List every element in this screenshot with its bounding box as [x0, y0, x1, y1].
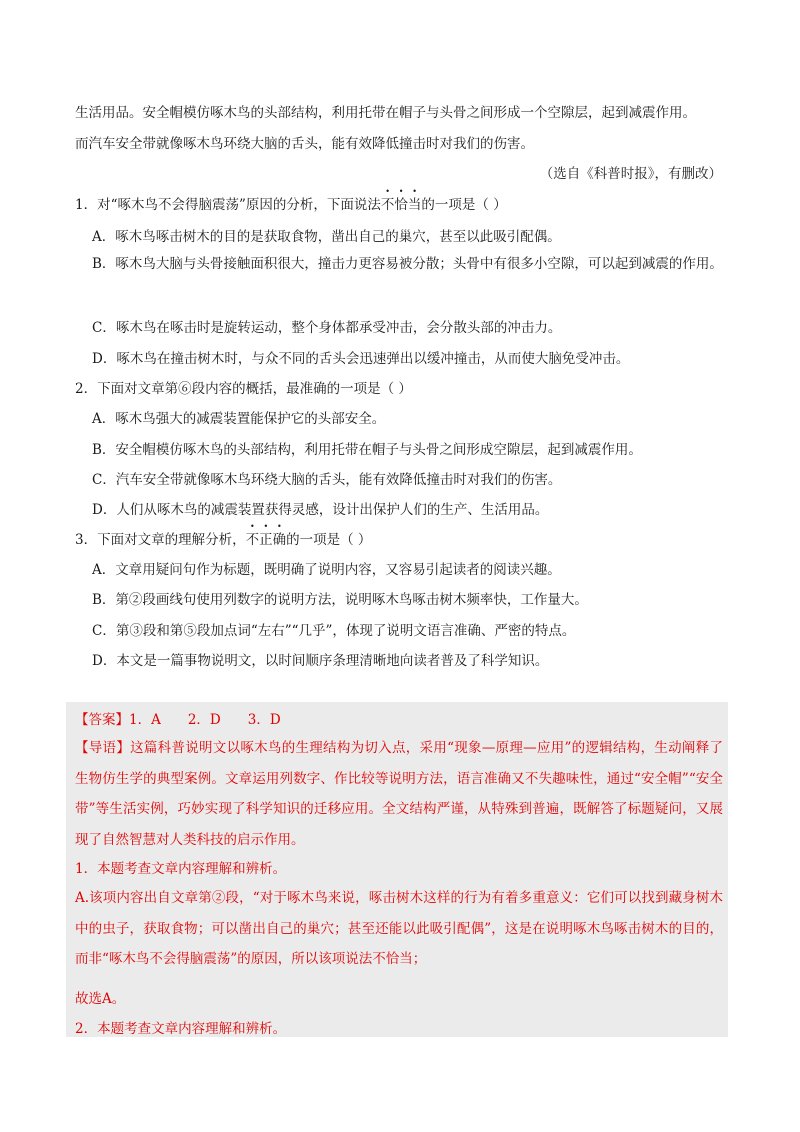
- answer-text: 1．A 2．D 3．D: [129, 712, 281, 728]
- passage-source: （选自《科普时报》，有删改）: [539, 166, 722, 182]
- emphasis-char: 不: [245, 532, 260, 548]
- question-2-option-a: A．啄木鸟强大的减震装置能保护它的头部安全。: [92, 411, 386, 427]
- question-1-option-b: B．啄木鸟大脑与头骨接触面积很大，撞击力更容易被分散；头骨中有很多小空隙，可以起到减震的作用。: [92, 256, 723, 272]
- question-1-stem: [75, 193, 507, 213]
- question-2-option-d: D．人们从啄木鸟的减震装置获得灵感，设计出保护人们的生产、生活用品。: [92, 502, 549, 518]
- guide-paragraph: [75, 733, 723, 855]
- question-2-option-c: C．汽车安全带就像啄木鸟环绕大脑的舌头，能有效降低撞击时对我们的伤害。: [92, 472, 562, 488]
- emphasis-char: 确: [272, 532, 287, 548]
- question-1-option-c: C．啄木鸟在啄击时是旋转运动，整个身体都承受冲击，会分散头部的冲击力。: [92, 320, 562, 336]
- guide-label: 【导语】: [75, 740, 131, 756]
- passage-line-2: 而汽车安全带就像啄木鸟环绕大脑的舌头，能有效降低撞击时对我们的伤害。: [75, 136, 534, 152]
- question-2-stem: 2．下面对文章第⑥段内容的概括，最准确的一项是（ ）: [75, 381, 412, 397]
- emphasis-char: 恰: [394, 197, 408, 213]
- question-3-stem-pre: 3．下面对文章的理解分析，: [75, 532, 246, 548]
- question-3-option-c: C．第③段和第⑤段加点词“左右”“几乎”，体现了说明文语言准确、严密的特点。: [92, 623, 576, 639]
- question-1-option-a: A．啄木鸟啄击树木的目的是获取食物，凿出自己的巢穴，甚至以此吸引配偶。: [92, 229, 561, 245]
- question-1-stem-pre: 1．对“啄木鸟不会得脑震荡”原因的分析，下面说法: [75, 197, 381, 213]
- emphasis-char: 当: [407, 197, 422, 213]
- question-1-stem-post: 的一项是（ ）: [421, 197, 507, 213]
- guide-text: 这篇科普说明文以啄木鸟的生理结构为切入点，采用“现象—原理—应用”的逻辑结构，生动阐释了生物仿生学的典型案例。文章运用列数字、作比较等说明方法，语言准确又不失趣味性，通过“安全帽”“安全带”等生活实例，巧妙实现了科学知识的迁移应用。全文结构严谨，从特殊到普遍，既解答了标题疑问，又展现了自然智慧对人类科技的启示作用。: [75, 740, 723, 848]
- question-3-option-b: B．第②段画线句使用列数字的说明方法，说明啄木鸟啄击树木频率快，工作量大。: [92, 592, 588, 608]
- answer-label: 【答案】: [75, 712, 129, 728]
- passage-line-1: 生活用品。安全帽模仿啄木鸟的头部结构，利用托带在帽子与头骨之间形成一个空隙层，起到减震作用。: [75, 105, 696, 121]
- analysis-q1-body: A.该项内容出自文章第②段，“对于啄木鸟来说，啄击树木这样的行为有着多重意义：它们可以找到藏身树木中的虫子，获取食物；可以凿出自己的巢穴；甚至还能以此吸引配偶”，这是在说明啄木鸟啄击树木的目的，而非“啄木鸟不会得脑震荡”的原因，所以该项说法不恰当；: [75, 890, 723, 967]
- analysis-q2-title: 2．本题考查文章内容理解和辨析。: [75, 1021, 287, 1037]
- analysis-q1-title: 1．本题考查文章内容理解和辨析。: [75, 861, 287, 877]
- question-2-option-b: B．安全帽模仿啄木鸟的头部结构，利用托带在帽子与头骨之间形成空隙层，起到减震作用。: [92, 442, 642, 458]
- question-1-option-d: D．啄木鸟在撞击树木时，与众不同的舌头会迅速弹出以缓冲撞击，从而使大脑免受冲击。: [92, 351, 630, 367]
- question-3-stem-post: 的一项是（ ）: [286, 532, 372, 548]
- question-3-stem: [75, 528, 371, 548]
- emphasis-char: 不: [380, 197, 395, 213]
- question-3-option-a: A．文章用疑问句作为标题，既明确了说明内容，又容易引起读者的阅读兴趣。: [92, 562, 561, 578]
- answer-line: [75, 708, 281, 728]
- analysis-q1-conclusion: 故选A。: [75, 991, 126, 1007]
- question-3-option-d: D．本文是一篇事物说明文，以时间顺序条理清晰地向读者普及了科学知识。: [92, 653, 549, 669]
- emphasis-char: 正: [259, 532, 273, 548]
